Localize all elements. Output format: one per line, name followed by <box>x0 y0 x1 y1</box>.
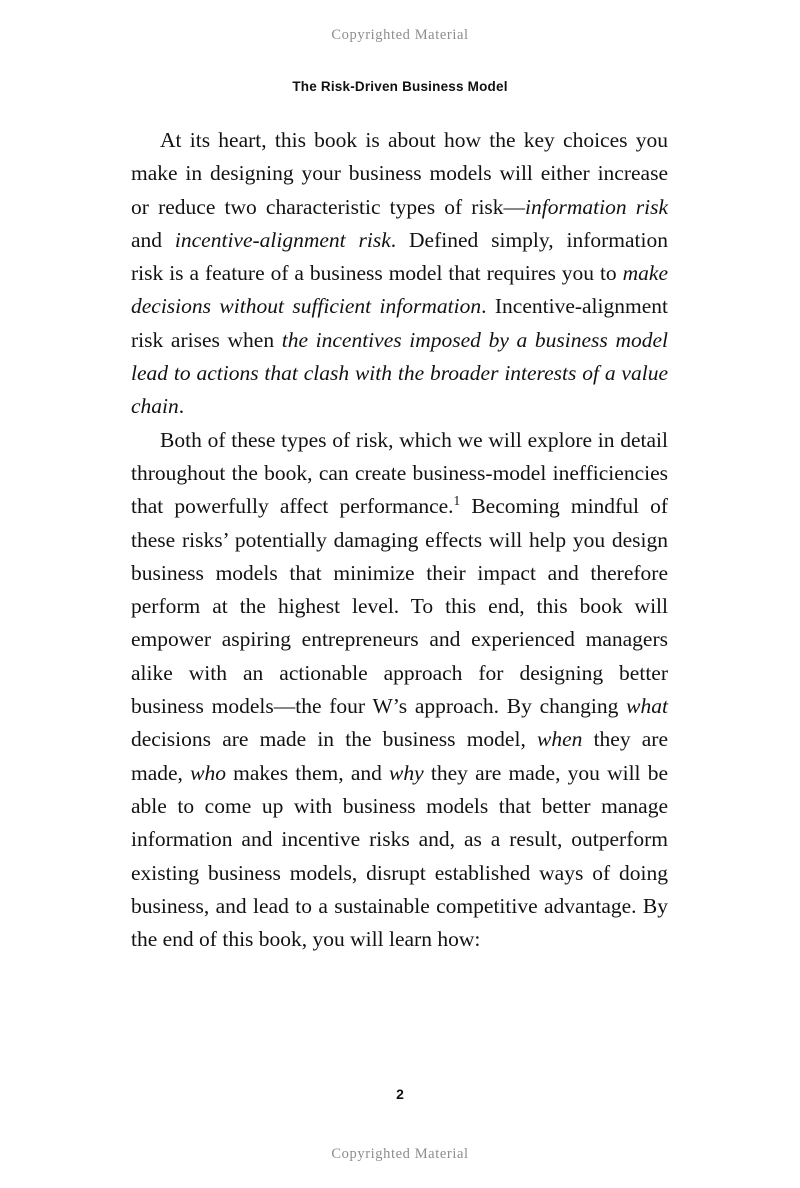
paragraph-1 <box>131 124 668 424</box>
paragraph-1-emphasis-4: the incentives imposed by a business model lead to actions that clash with the broader interests of a value chain <box>131 327 668 419</box>
paragraph-1-segment-1: At its heart, this book is about how the key choices you make in designing your business models will either increase or reduce two characteristic types of risk— <box>131 128 668 219</box>
copyright-watermark-bottom: Copyrighted Material <box>331 1146 469 1162</box>
paragraph-2-segment-6: they are made, you will be able to come up with business models that better manage information and incentive risks and, as a result, outperform existing business models, disrupt established ways of doing business, and lead to a sustainable competitive advantage. By the end of this book, you will learn how: <box>131 760 668 952</box>
paragraph-1-segment-3: . Defined simply, information risk is a feature of a business model that requires you to <box>131 227 668 286</box>
paragraph-1-emphasis-2: incentive-alignment risk <box>174 227 391 252</box>
paragraph-1-emphasis-1: information risk <box>525 194 668 219</box>
body-text <box>131 124 668 956</box>
paragraph-2-emphasis-1: what <box>626 694 668 719</box>
paragraph-2-segment-4: they are made, <box>131 727 668 785</box>
paragraph-2-emphasis-2: when <box>537 727 583 752</box>
paragraph-2-segment-3: decisions are made in the business model, <box>131 727 537 752</box>
copyright-watermark-top: Copyrighted Material <box>331 27 469 43</box>
paragraph-2-emphasis-4: why <box>389 760 424 785</box>
paragraph-1-segment-4: . Incentive-alignment risk arises when <box>131 294 668 352</box>
running-head: The Risk-Driven Business Model <box>292 79 508 94</box>
page-number: 2 <box>396 1086 404 1102</box>
paragraph-2-segment-1: Both of these types of risk, which we will explore in detail throughout the book, can create business-model inefficiencies that powerfully affect performance. <box>131 427 668 519</box>
paragraph-1-emphasis-3: make decisions without sufficient information <box>131 261 668 319</box>
paragraph-2 <box>131 424 668 957</box>
footnote-marker: 1 <box>453 493 461 509</box>
paragraph-2-segment-2: Becoming mindful of these risks’ potentially damaging effects will help you design business models that minimize their impact and therefore perform at the highest level. To this end, this book will empower aspiring entrepreneurs and experienced managers alike with an actionable approach for designing better business models—the four W’s approach. By changing <box>131 494 668 719</box>
paragraph-2-emphasis-3: who <box>190 760 226 785</box>
paragraph-2-segment-5: makes them, and <box>225 760 390 785</box>
paragraph-1-segment-5: . <box>178 394 185 419</box>
paragraph-1-segment-2: and <box>131 227 175 252</box>
